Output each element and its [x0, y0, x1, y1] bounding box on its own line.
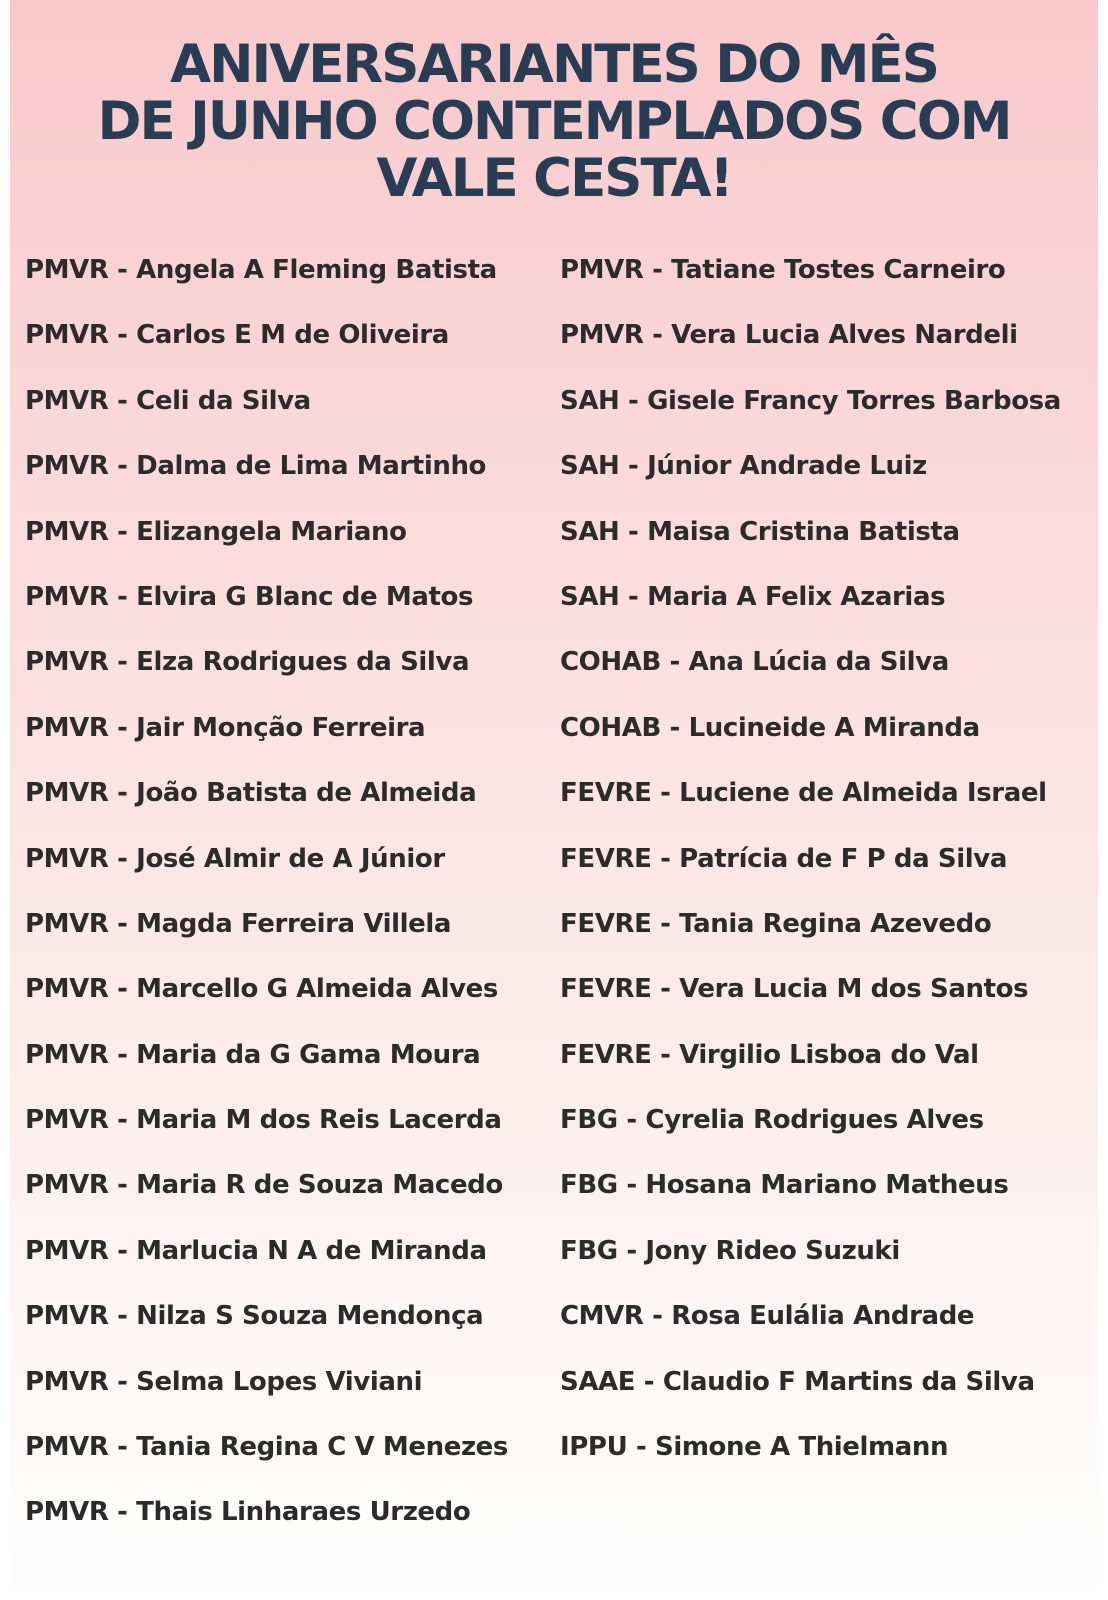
list-item: FEVRE - Patrícia de F P da Silva	[560, 843, 1007, 874]
list-item: PMVR - Selma Lopes Viviani	[25, 1366, 423, 1397]
list-item: PMVR - Vera Lucia Alves Nardeli	[560, 320, 1018, 351]
list-item: PMVR - Maria M dos Reis Lacerda	[25, 1105, 502, 1136]
list-item: PMVR - João Batista de Almeida	[25, 778, 477, 809]
list-item: PMVR - Maria R de Souza Macedo	[25, 1170, 503, 1201]
page-title	[10, 36, 1098, 207]
list-item: FEVRE - Virgilio Lisboa do Val	[560, 1039, 979, 1070]
list-item: PMVR - Maria da G Gama Moura	[25, 1039, 481, 1070]
list-item: SAH - Júnior Andrade Luiz	[560, 451, 927, 482]
list-item: SAAE - Claudio F Martins da Silva	[560, 1366, 1035, 1397]
birthday-panel	[10, 0, 1098, 1600]
list-item: PMVR - Tatiane Tostes Carneiro	[560, 255, 1006, 285]
list-item: FBG - Jony Rideo Suzuki	[560, 1235, 900, 1266]
list-item: COHAB - Ana Lúcia da Silva	[560, 647, 949, 678]
list-item: PMVR - Elza Rodrigues da Silva	[25, 647, 470, 678]
list-item: COHAB - Lucineide A Miranda	[560, 712, 980, 743]
left-name-list	[25, 250, 535, 1558]
list-item: PMVR - Marcello G Almeida Alves	[25, 974, 498, 1005]
list-item: PMVR - Carlos E M de Oliveira	[25, 320, 449, 351]
list-item: FEVRE - Luciene de Almeida Israel	[560, 778, 1047, 809]
title-line-2: DE JUNHO CONTEMPLADOS COM	[97, 91, 1011, 152]
list-item: PMVR - Elvira G Blanc de Matos	[25, 581, 474, 612]
list-item: PMVR - Elizangela Mariano	[25, 516, 407, 547]
list-item: PMVR - Magda Ferreira Villela	[25, 908, 452, 939]
list-item: FEVRE - Vera Lucia M dos Santos	[560, 974, 1029, 1005]
list-item: SAH - Maisa Cristina Batista	[560, 516, 960, 547]
list-item: PMVR - José Almir de A Júnior	[25, 843, 445, 874]
list-item: PMVR - Tania Regina C V Menezes	[25, 1432, 508, 1463]
list-item: IPPU - Simone A Thielmann	[560, 1432, 949, 1463]
list-item: SAH - Gisele Francy Torres Barbosa	[560, 385, 1061, 416]
list-item: PMVR - Jair Monção Ferreira	[25, 712, 426, 743]
right-name-list	[560, 250, 1088, 1492]
list-item: PMVR - Thais Linharaes Urzedo	[25, 1497, 471, 1528]
list-item: CMVR - Rosa Eulália Andrade	[560, 1301, 975, 1332]
list-item: PMVR - Marlucia N A de Miranda	[25, 1235, 487, 1266]
list-item: PMVR - Dalma de Lima Martinho	[25, 451, 487, 482]
list-item: PMVR - Angela A Fleming Batista	[25, 255, 497, 285]
list-item: FBG - Hosana Mariano Matheus	[560, 1170, 1009, 1201]
list-item: FEVRE - Tania Regina Azevedo	[560, 908, 992, 939]
list-item: FBG - Cyrelia Rodrigues Alves	[560, 1105, 984, 1136]
title-line-1: ANIVERSARIANTES DO MÊS	[170, 34, 938, 95]
list-item: PMVR - Celi da Silva	[25, 385, 311, 416]
list-item: PMVR - Nilza S Souza Mendonça	[25, 1301, 484, 1332]
title-line-3: VALE CESTA!	[376, 148, 732, 209]
list-item: SAH - Maria A Felix Azarias	[560, 581, 946, 612]
